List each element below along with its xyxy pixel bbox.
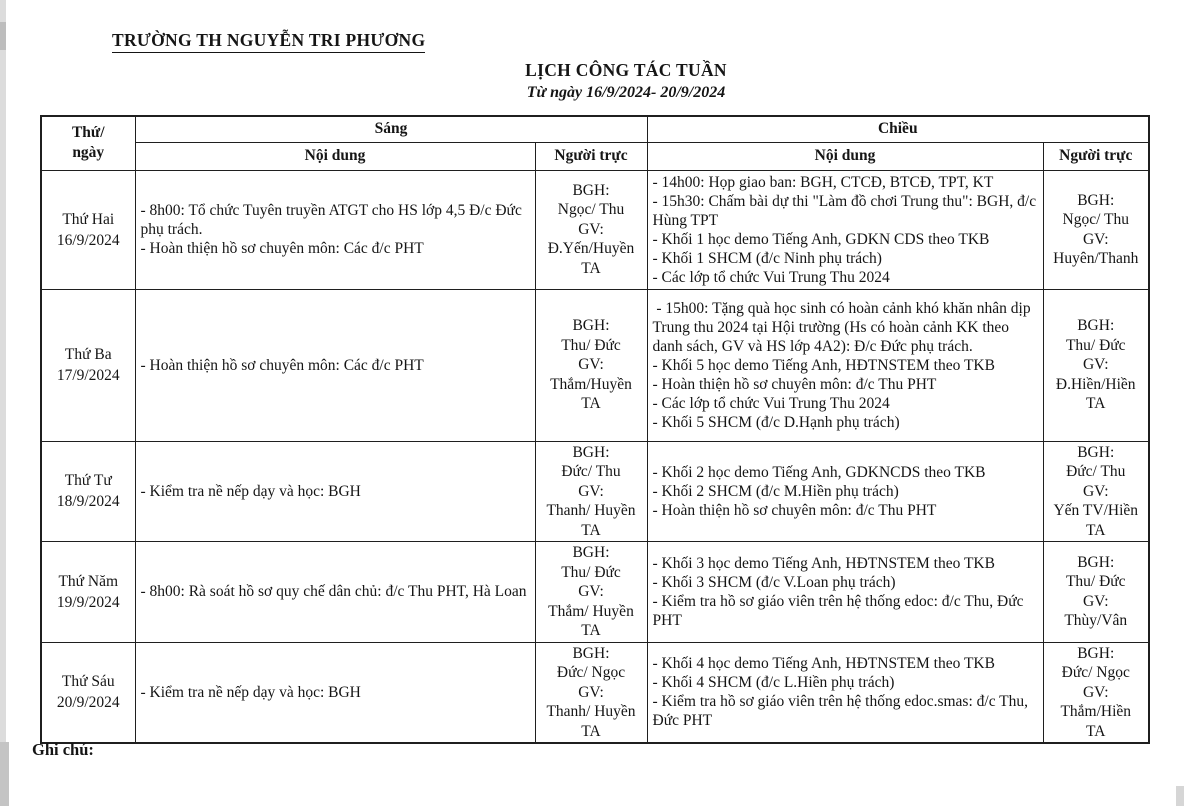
morning-content-cell-line: - 8h00: Rà soát hồ sơ quy chế dân chủ: đ/c Thu PHT, Hà Loan	[140, 583, 527, 601]
afternoon-content-cell-line: - Hoàn thiện hồ sơ chuyên môn: đ/c Thu PHT	[652, 501, 937, 519]
schedule-body	[41, 170, 1149, 743]
morning-content-cell	[135, 170, 535, 289]
scan-artifact-bottom	[0, 742, 9, 806]
morning-duty-cell-line: GV:	[578, 583, 604, 600]
morning-duty-cell	[535, 542, 647, 643]
afternoon-duty-cell-line: Thắm/Hiền	[1060, 703, 1132, 720]
afternoon-duty-cell-line: TA	[1086, 722, 1106, 740]
column-header-afternoon-content: Nội dung	[647, 142, 1043, 170]
morning-duty-cell	[535, 441, 647, 542]
day-cell	[41, 542, 135, 643]
morning-content-cell	[135, 642, 535, 743]
table-row	[41, 441, 1149, 542]
afternoon-duty-cell-line: GV:	[1082, 482, 1109, 500]
morning-duty-cell-line: BGH:	[572, 181, 610, 199]
morning-content-cell-line: - Kiểm tra nề nếp dạy và học: BGH	[140, 683, 361, 701]
afternoon-content-cell-line: - Khối 3 SHCM (đ/c V.Loan phụ trách)	[652, 573, 896, 591]
morning-duty-cell-line: TA	[581, 521, 601, 539]
morning-duty-cell-line: Ngọc/ Thu	[557, 201, 625, 219]
afternoon-content-cell-line: - Khối 3 học demo Tiếng Anh, HĐTNSTEM theo TKB	[652, 554, 995, 572]
afternoon-duty-cell-line: GV:	[1082, 356, 1109, 374]
afternoon-duty-cell	[1043, 289, 1149, 441]
morning-content-cell-line: - Hoàn thiện hồ sơ chuyên môn: Các đ/c PHT	[140, 240, 424, 257]
column-header-afternoon: Chiều	[647, 116, 1149, 142]
scan-artifact-top	[0, 22, 6, 50]
day-line: Thứ Ba	[64, 346, 112, 363]
day-header-line2: ngày	[72, 144, 105, 162]
day-line: Thứ Năm	[58, 572, 119, 590]
afternoon-duty-cell	[1043, 170, 1149, 289]
day-cell	[41, 642, 135, 743]
morning-duty-cell-line: Thanh/ Huyền	[546, 703, 636, 720]
afternoon-duty-cell-line: TA	[1086, 395, 1106, 413]
afternoon-content-cell	[647, 289, 1043, 441]
date-range-subtitle: Từ ngày 16/9/2024- 20/9/2024	[526, 84, 726, 101]
morning-content-cell	[135, 542, 535, 643]
morning-duty-cell	[535, 289, 647, 441]
afternoon-duty-cell-line: Đức/ Ngọc	[1061, 664, 1130, 681]
afternoon-content-cell	[647, 542, 1043, 643]
day-line: 19/9/2024	[56, 593, 120, 611]
day-line: 20/9/2024	[56, 694, 120, 712]
page-title: LỊCH CÔNG TÁC TUẦN	[525, 60, 727, 80]
morning-duty-cell-line: TA	[581, 622, 601, 639]
afternoon-duty-cell-line: BGH:	[1077, 317, 1115, 335]
afternoon-duty-cell-line: Huyên/Thanh	[1053, 250, 1139, 267]
afternoon-content-cell-line: - 15h00: Tặng quà học sinh có hoàn cảnh khó khăn nhân dịp Trung thu 2024 tại Hội trường (Hs có hoàn cảnh KK theo danh sách, GV và HS lớp 4A2): Đ/c Đức phụ trách.	[652, 299, 1035, 355]
afternoon-duty-cell-line: Thu/ Đức	[1065, 336, 1126, 354]
afternoon-duty-cell-line: Ngọc/ Thu	[1062, 211, 1129, 228]
day-line: 18/9/2024	[56, 493, 120, 511]
morning-duty-cell-line: BGH:	[572, 644, 610, 662]
morning-duty-cell-line: Đức/ Thu	[561, 463, 621, 480]
morning-duty-cell-line: Thanh/ Huyền	[546, 502, 636, 519]
afternoon-content-cell-line: - Các lớp tổ chức Vui Trung Thu 2024	[652, 268, 890, 286]
morning-content-cell	[135, 289, 535, 441]
afternoon-duty-cell-line: Thu/ Đức	[1065, 573, 1126, 591]
afternoon-content-cell-line: - Khối 1 SHCM (đ/c Ninh phụ trách)	[652, 249, 882, 267]
afternoon-duty-cell-line: Thùy/Vân	[1064, 612, 1128, 630]
morning-duty-cell-line: GV:	[578, 356, 604, 374]
day-line: 17/9/2024	[56, 367, 120, 384]
morning-content-cell-line: - 8h00: Tổ chức Tuyên truyền ATGT cho HS lớp 4,5 Đ/c Đức phụ trách.	[140, 202, 526, 238]
morning-duty-cell-line: Đức/ Ngọc	[556, 664, 626, 681]
morning-content-cell-line: - Hoàn thiện hồ sơ chuyên môn: Các đ/c PHT	[140, 356, 424, 374]
table-row	[41, 170, 1149, 289]
afternoon-duty-cell	[1043, 542, 1149, 643]
afternoon-duty-cell-line: BGH:	[1077, 644, 1115, 662]
column-header-morning-duty: Người trực	[535, 142, 647, 170]
morning-content-cell	[135, 441, 535, 542]
afternoon-content-cell-line: - 14h00: Họp giao ban: BGH, CTCĐ, BTCĐ, TPT, KT	[652, 173, 994, 191]
afternoon-duty-cell-line: GV:	[1082, 230, 1109, 248]
day-cell	[41, 441, 135, 542]
afternoon-duty-cell	[1043, 642, 1149, 743]
afternoon-content-cell-line: - Hoàn thiện hồ sơ chuyên môn: đ/c Thu PHT	[652, 375, 937, 393]
day-line: Thứ Tư	[64, 472, 112, 490]
afternoon-content-cell	[647, 441, 1043, 542]
morning-duty-cell-line: GV:	[578, 482, 604, 500]
title-block	[40, 60, 1148, 102]
afternoon-content-cell-line: - Khối 2 SHCM (đ/c M.Hiền phụ trách)	[652, 482, 899, 500]
column-header-afternoon-duty: Người trực	[1043, 142, 1149, 170]
afternoon-content-cell	[647, 170, 1043, 289]
table-row	[41, 542, 1149, 643]
afternoon-content-cell-line: - Khối 5 SHCM (đ/c D.Hạnh phụ trách)	[652, 413, 900, 431]
morning-duty-cell-line: TA	[581, 395, 601, 413]
afternoon-content-cell-line: - Các lớp tổ chức Vui Trung Thu 2024	[652, 394, 890, 412]
day-cell	[41, 170, 135, 289]
morning-duty-cell-line: Thắm/Huyền	[550, 375, 632, 393]
afternoon-duty-cell-line: Yến TV/Hiền	[1053, 502, 1139, 519]
morning-duty-cell	[535, 642, 647, 743]
morning-duty-cell	[535, 170, 647, 289]
notes-label: Ghi chú:	[32, 740, 94, 759]
column-header-morning-content: Nội dung	[135, 142, 535, 170]
morning-duty-cell-line: Thắm/ Huyền	[548, 602, 634, 620]
scan-artifact-right	[1176, 786, 1184, 806]
weekly-schedule-table	[40, 115, 1150, 744]
afternoon-duty-cell-line: BGH:	[1077, 191, 1115, 209]
afternoon-content-cell	[647, 642, 1043, 743]
morning-duty-cell-line: BGH:	[572, 544, 610, 561]
afternoon-content-cell-line: - Kiểm tra hồ sơ giáo viên trên hệ thống edoc: đ/c Thu, Đức PHT	[652, 592, 1028, 629]
afternoon-duty-cell-line: Đ.Hiền/Hiền	[1055, 375, 1136, 393]
afternoon-content-cell-line: - Khối 4 học demo Tiếng Anh, HĐTNSTEM theo TKB	[652, 655, 995, 673]
afternoon-content-cell-line: - Khối 1 học demo Tiếng Anh, GDKN CDS theo TKB	[652, 230, 990, 248]
afternoon-content-cell-line: - Khối 4 SHCM (đ/c L.Hiền phụ trách)	[652, 674, 895, 692]
morning-duty-cell-line: Thu/ Đức	[561, 336, 621, 354]
morning-duty-cell-line: Thu/ Đức	[561, 563, 621, 581]
table-row	[41, 289, 1149, 441]
afternoon-duty-cell-line: GV:	[1082, 683, 1109, 701]
morning-duty-cell-line: GV:	[578, 683, 604, 701]
morning-duty-cell-line: GV:	[578, 220, 604, 238]
morning-duty-cell-line: BGH:	[572, 443, 610, 461]
morning-duty-cell-line: BGH:	[572, 317, 610, 335]
day-header-line1: Thứ/	[71, 124, 105, 142]
afternoon-duty-cell	[1043, 441, 1149, 542]
morning-duty-cell-line: TA	[581, 259, 601, 277]
afternoon-content-cell-line: - Khối 2 học demo Tiếng Anh, GDKNCDS theo TKB	[652, 463, 986, 481]
afternoon-duty-cell-line: GV:	[1082, 592, 1109, 610]
afternoon-duty-cell-line: TA	[1086, 521, 1106, 539]
day-cell	[41, 289, 135, 441]
day-line: Thứ Hai	[62, 210, 115, 228]
afternoon-content-cell-line: - Khối 5 học demo Tiếng Anh, HĐTNSTEM theo TKB	[652, 356, 995, 374]
day-line: 16/9/2024	[56, 231, 120, 249]
table-row	[41, 642, 1149, 743]
morning-duty-cell-line: TA	[581, 722, 601, 740]
morning-content-cell-line: - Kiểm tra nề nếp dạy và học: BGH	[140, 482, 361, 500]
column-header-day	[41, 116, 135, 170]
afternoon-duty-cell-line: BGH:	[1077, 443, 1115, 461]
column-header-morning: Sáng	[135, 116, 647, 142]
day-line: Thứ Sáu	[61, 673, 115, 691]
afternoon-duty-cell-line: Đức/ Thu	[1066, 463, 1126, 480]
afternoon-duty-cell-line: BGH:	[1077, 553, 1115, 571]
afternoon-content-cell-line: - 15h30: Chấm bài dự thi "Làm đồ chơi Trung thu": BGH, đ/c Hùng TPT	[652, 192, 1040, 229]
morning-duty-cell-line: Đ.Yến/Huyền	[547, 240, 635, 258]
scan-edge-artifact-left	[0, 0, 6, 806]
afternoon-content-cell-line: - Kiểm tra hồ sơ giáo viên trên hệ thống edoc.smas: đ/c Thu, Đức PHT	[652, 693, 1032, 730]
school-name: TRƯỜNG TH NGUYỄN TRI PHƯƠNG	[112, 30, 425, 51]
